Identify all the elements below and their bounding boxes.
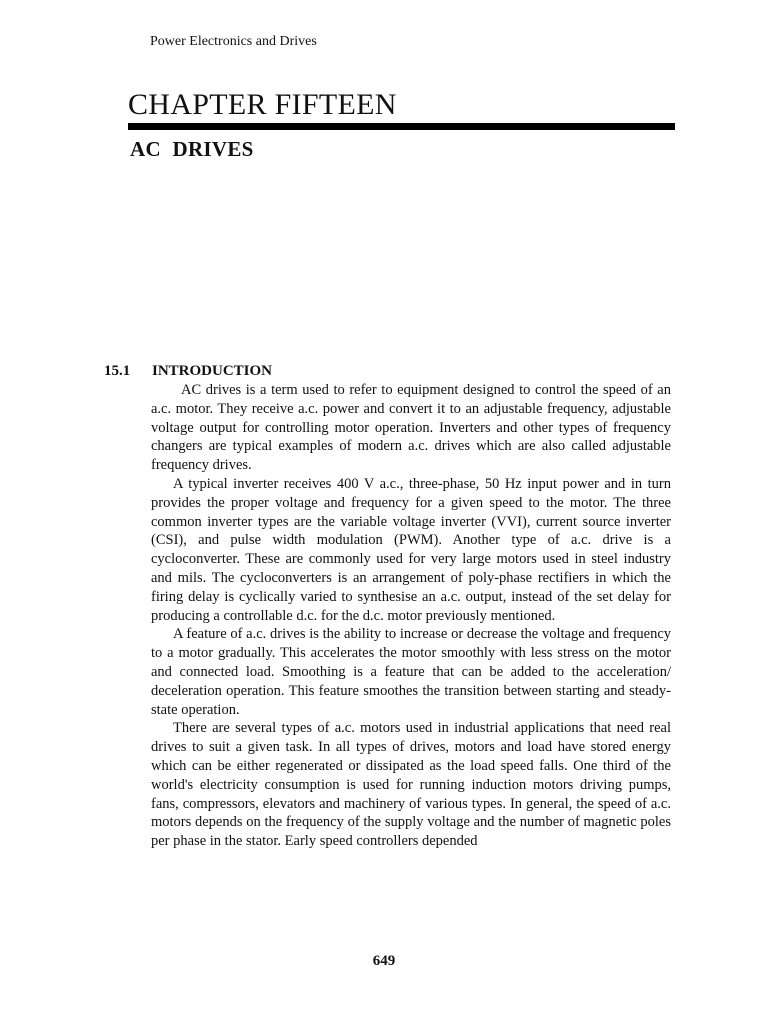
section-title: INTRODUCTION bbox=[152, 363, 273, 379]
page-number: 649 bbox=[372, 953, 396, 969]
section-heading bbox=[104, 362, 272, 380]
chapter-title-rule bbox=[128, 123, 675, 130]
section-body bbox=[151, 381, 671, 851]
paragraph: AC drives is a term used to refer to equipment designed to control the speed of an a.c. motor. They receive a.c. power and convert it to an adjustable frequency, adjustable voltage output for controlling motor operation. Inverters and other types of frequency changers are typical examples of modern a.c. drives which are also called adjustable frequency drives. bbox=[151, 382, 671, 474]
chapter-title: CHAPTER FIFTEEN bbox=[128, 88, 397, 121]
paragraph: A feature of a.c. drives is the ability to increase or decrease the voltage and frequency to a motor gradually. This accelerates the motor smoothly with less stress on the motor and connected load. Smoothing is a feature that can be added to the acceleration/ deceleration operation. This feature smoothes the transition between starting and steady-state operation. bbox=[151, 626, 671, 718]
section-number: 15.1 bbox=[104, 363, 131, 379]
paragraph: There are several types of a.c. motors used in industrial applications that need real drives to suit a given task. In all types of drives, motors and load have stored energy which can be either regenerated or dissipated as the load speed falls. One third of the world's electricity consumption is used for running induction motors driving pumps, fans, compressors, elevators and machinery of various types. In general, the speed of a.c. motors depends on the frequency of the supply voltage and the number of magnetic poles per phase in the stator. Early speed controllers depended bbox=[151, 720, 671, 850]
paragraph: A typical inverter receives 400 V a.c., three-phase, 50 Hz input power and in turn provides the proper voltage and frequency for a given speed to the motor. The three common inverter types are the variable voltage inverter (VVI), current source inverter (CSI), and pulse width modulation (PWM). Another type of a.c. drive is a cycloconverter. These are commonly used for very large motors used in steel industry and mils. The cycloconverters is an arrangement of poly-phase rectifiers in which the firing delay is cyclically varied to synthesise an a.c. output, instead of the set delay for producing a controllable d.c. for the d.c. motor previously mentioned. bbox=[151, 475, 671, 624]
running-header: Power Electronics and Drives bbox=[150, 34, 317, 49]
chapter-subtitle: AC DRIVES bbox=[130, 137, 254, 161]
